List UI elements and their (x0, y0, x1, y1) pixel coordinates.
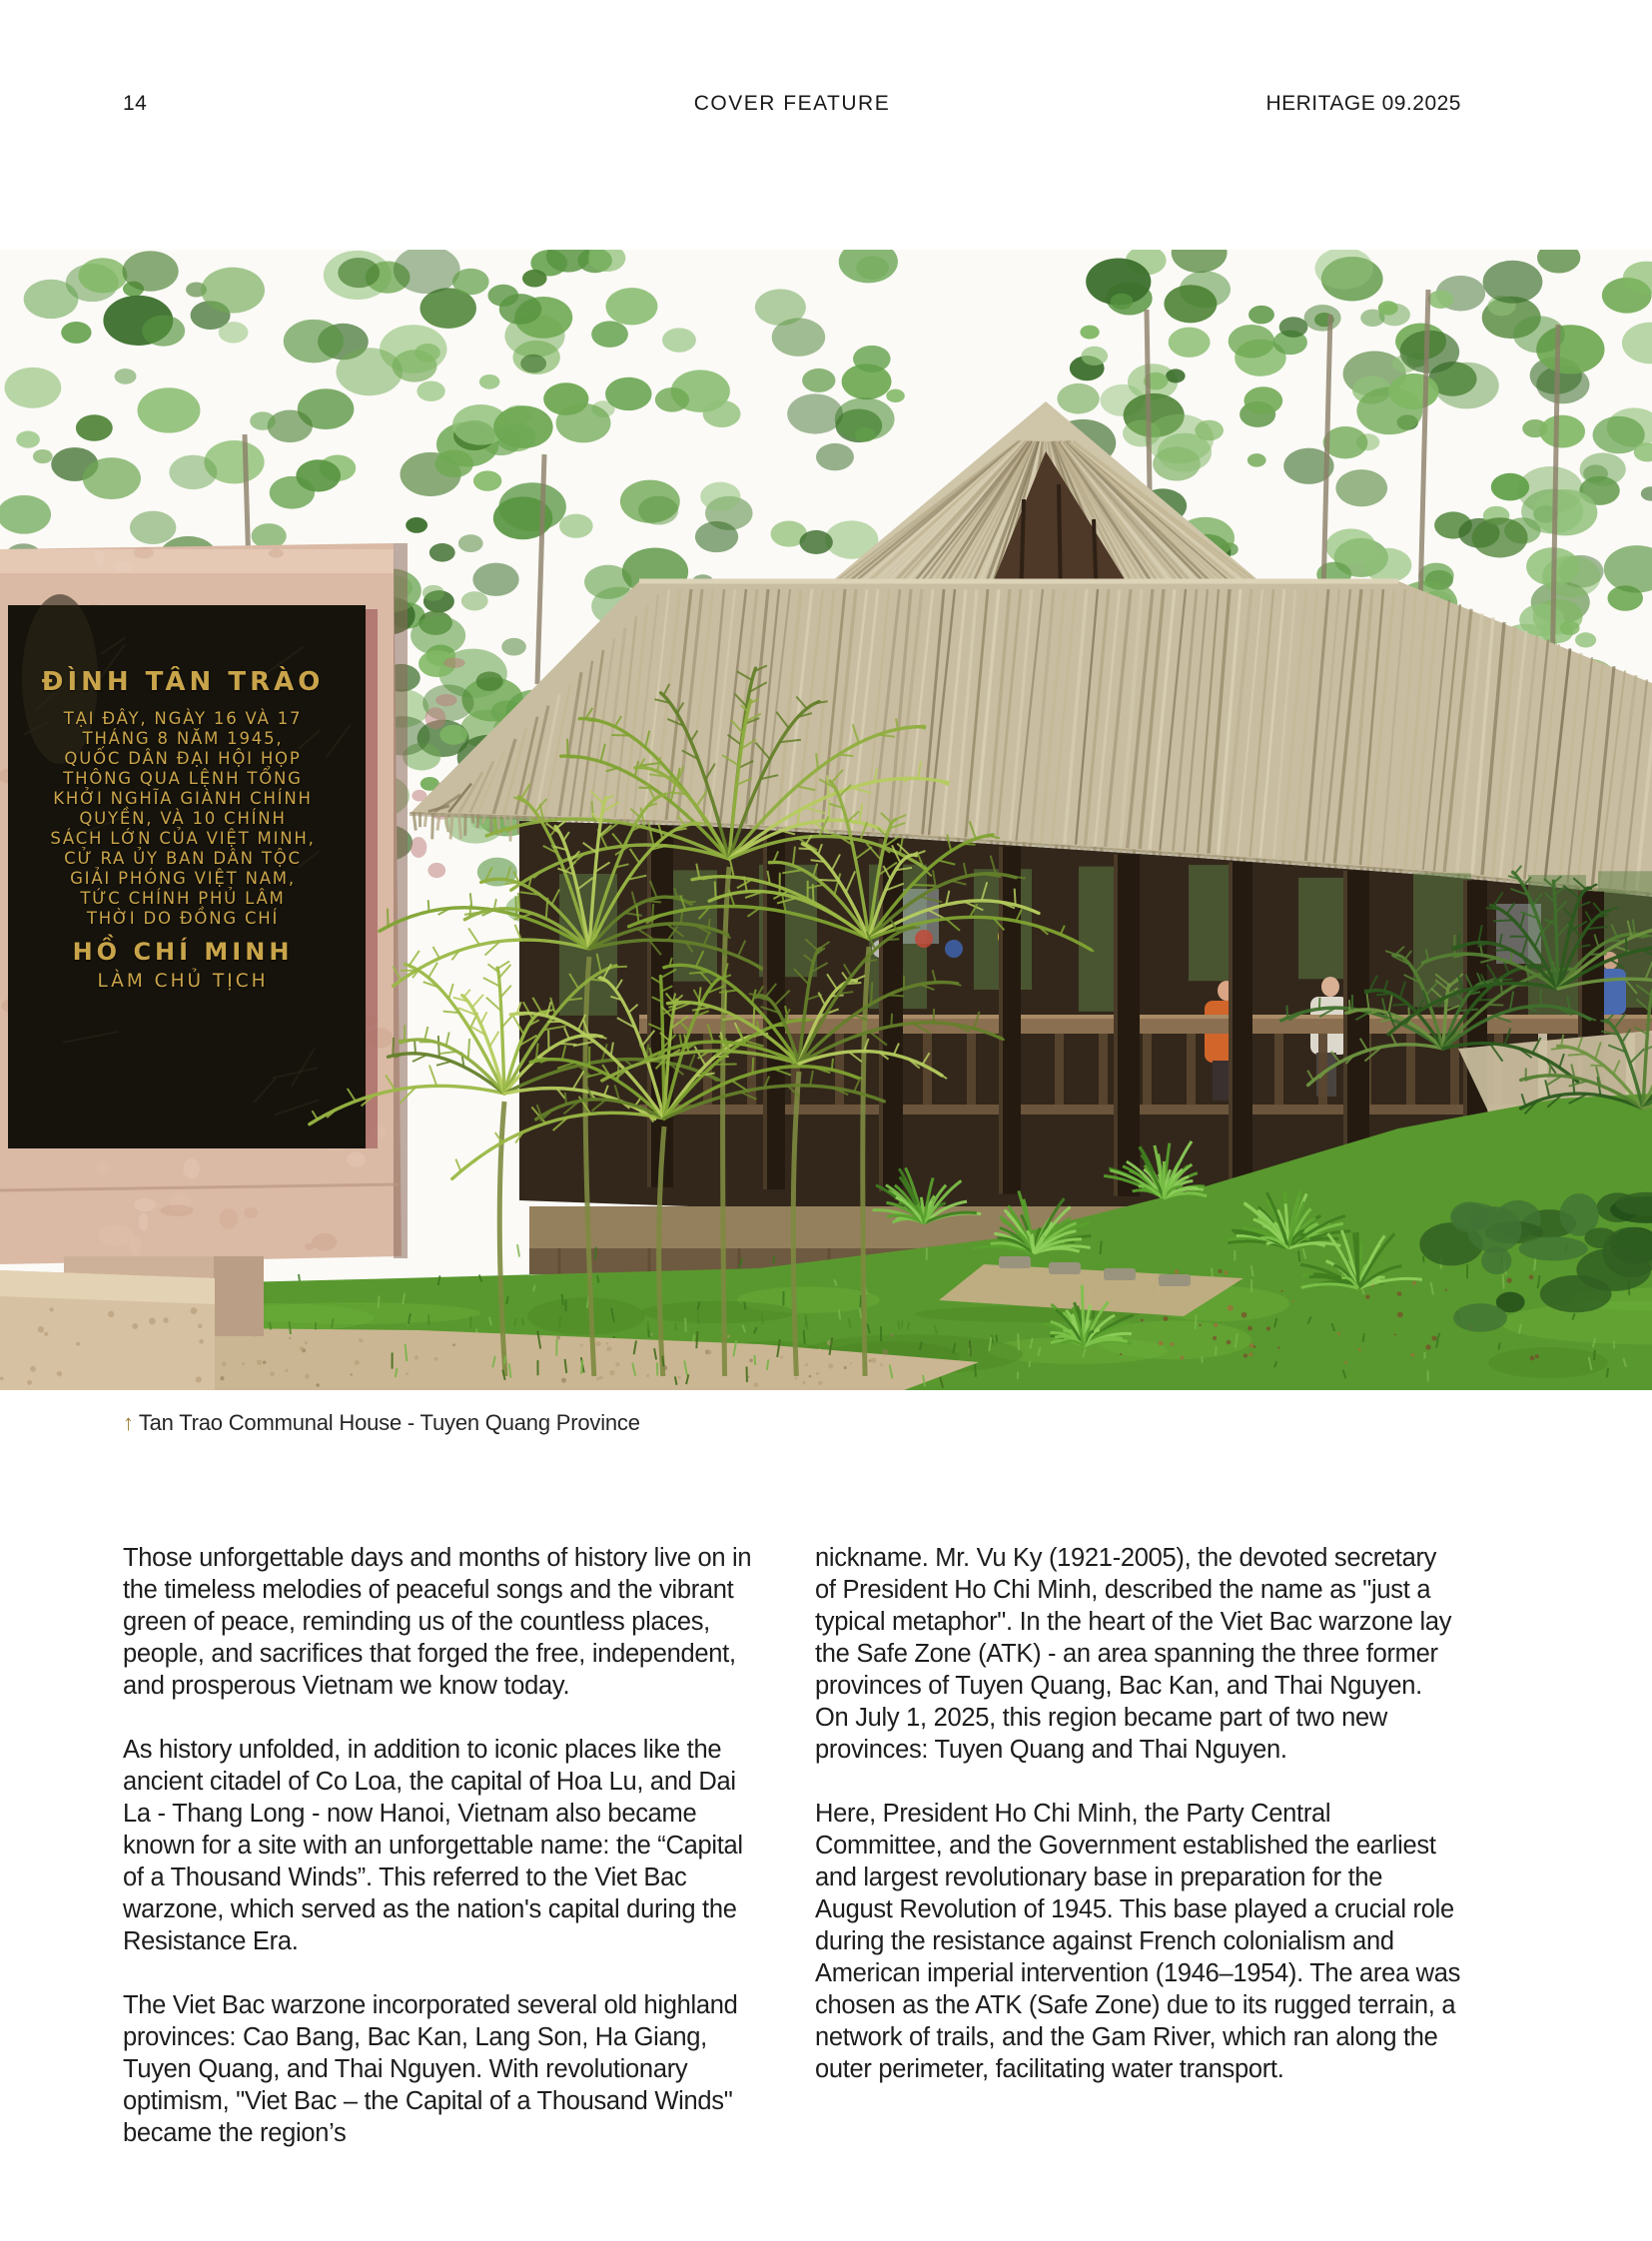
plaque-line: GIẢI PHÓNG VIỆT NAM, (70, 869, 296, 888)
photo-caption-text: Tan Trao Communal House - Tuyen Quang Province (138, 1410, 640, 1435)
plaque-title: ĐÌNH TÂN TRÀO (41, 667, 325, 697)
paragraph: Those unforgettable days and months of history live on in the timeless melodies of peaceful songs and the vibrant green of peace, reminding us of the countless places, people, and sacrifices that forged the free, independent, and prosperous Vietnam we know today. (123, 1544, 752, 1700)
plaque-line: SÁCH LỚN CỦA VIỆT MINH, (50, 829, 316, 848)
paragraph: Here, President Ho Chi Minh, the Party Central Committee, and the Government established the earliest and largest revolutionary base in preparation for the August Revolution of 1945. This base played a crucial role during the resistance against French colonialism and American imperial intervention (1946–1954). The area was chosen as the ATK (Safe Zone) due to its rugged terrain, a network of trails, and the Gam River, which ran along the outer perimeter, facilitating water transport. (815, 1800, 1461, 2083)
plaque-role-line: LÀM CHỦ TỊCH (97, 971, 269, 992)
plaque-line: TẠI ĐÂY, NGÀY 16 VÀ 17 (63, 709, 303, 728)
up-arrow-icon: ↑ (123, 1410, 134, 1435)
article-column-left (123, 1542, 769, 2181)
photo-caption (123, 1410, 640, 1436)
paragraph: nickname. Mr. Vu Ky (1921-2005), the devoted secretary of President Ho Chi Minh, described the name as "just a typical metaphor". In the heart of the Viet Bac warzone lay the Safe Zone (ATK) - an area spanning the three former provinces of Tuyen Quang, Bac Kan, and Thai Nguyen. On July 1, 2025, this region became part of two new provinces: Tuyen Quang and Thai Nguyen. (815, 1544, 1452, 1764)
article-body (123, 1542, 1461, 2181)
page-header (123, 92, 1461, 120)
magazine-issue: HERITAGE 09.2025 (1265, 92, 1461, 115)
section-title: COVER FEATURE (693, 92, 891, 115)
plaque-line: TỨC CHÍNH PHỦ LÂM (80, 889, 286, 908)
stone-plaque-text (16, 667, 350, 992)
plaque-line: CỬ RA ỦY BAN DÂN TỘC (64, 849, 302, 868)
plaque-line: QUYỀN, VÀ 10 CHÍNH (79, 809, 287, 828)
paragraph: As history unfolded, in addition to iconic places like the ancient citadel of Co Loa, the capital of Hoa Lu, and Dai La - Thang Long - now Hanoi, Vietnam also became known for a site with an unforgettable name: the “Capital of a Thousand Winds”. This referred to the Viet Bac warzone, which served as the nation's capital during the Resistance Era. (123, 1736, 743, 1955)
plaque-line: KHỞI NGHĨA GIÀNH CHÍNH (53, 789, 313, 808)
plaque-name-line: HỒ CHÍ MINH (72, 938, 294, 966)
page-number: 14 (123, 92, 148, 115)
plaque-line: QUỐC DÂN ĐẠI HỘI HỌP (64, 749, 302, 768)
plaque-line: THÁNG 8 NĂM 1945, (82, 729, 284, 748)
article-column-right (815, 1542, 1461, 2181)
plaque-line: THỜI DO ĐỒNG CHÍ (86, 909, 280, 928)
plaque-line: THÔNG QUA LỆNH TỔNG (63, 769, 303, 788)
tan-trao-photo (0, 250, 1652, 1390)
paragraph: The Viet Bac warzone incorporated several old highland provinces: Cao Bang, Bac Kan, Lang Son, Ha Giang, Tuyen Quang, and Thai Nguyen. With revolutionary optimism, "Viet Bac – the Capital of a Thousand Winds" became the region’s (123, 1991, 738, 2147)
